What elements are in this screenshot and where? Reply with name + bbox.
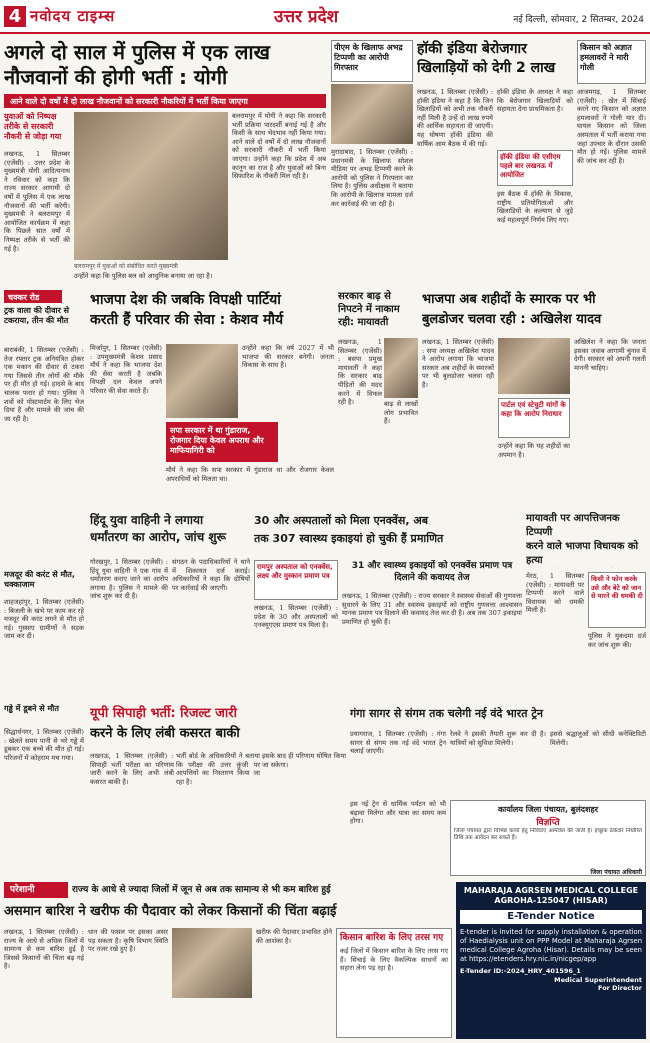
page-number: 4 [4,6,26,27]
lead-photo-caption: बलरामपुर में युवाओं को संबोधित करते मुख्यमंत्री [74,263,178,270]
mayawati2-body-2: पुलिस ने मुकदमा दर्ज कर जांच शुरू की। [588,632,646,649]
mayawati-body-2: बाढ़ से लाखों लोग प्रभावित हैं। [384,400,418,426]
maurya-photo [166,344,238,418]
bulldozer-body-2: उन्होंने कहा कि यह शहीदों का अपमान है। [498,442,570,459]
lead-side-head: युवाओं को निष्पक्ष तरीके से सरकारी नौकरी से जोड़ा गया [4,112,62,141]
ad-tender: MAHARAJA AGRSEN MEDICAL COLLEGE AGROHA-125047 (HISAR) E-Tender Notice E-tender is invited for supply installation & operation of Haedialysis unit on PPP Model at Maharaja Agrsen medical College Agroha (Hisar). Details may be seen at https://etenders.hry.nic.in/nicgep/app E-Tender ID:-2024_HRY_401596_1 Medical Superintendent For Director [456,882,646,1039]
arrest-body: मुरादाबाद, 1 सितम्बर (एजेंसी) : प्रधानमंत्री के खिलाफ सोशल मीडिया पर अभद्र टिप्पणी करने के आरोपी को पुलिस ने गिरफ्तार कर लिया है। पुलिस अधीक्षक ने बताया कि आरोपी के खिलाफ मामला दर्ज कर कार्रवाई की जा रही है। [331,148,413,208]
ganga-headline: गंगा सागर से संगम तक चलेगी नई वंदे भारत ट्रेन [350,707,543,720]
mazdoor-body: शाहजहांपुर, 1 सितम्बर (एजेंसी) : बिजली के खंभे पर काम कर रहे मजदूर की करंट लगने से मौत हो गई। गुस्साए ग्रामीणों ने सड़क जाम कर दी। [4,598,84,641]
bulldozer-inset: पार्टल एवं स्टेचुटी मांगों के कहा कि आरोप निराधार [498,398,570,438]
section-title: उत्तर प्रदेश [274,7,339,27]
hindu-body-1: गोरखपुर, 1 सितम्बर (एजेंसी) : हिंदू युवा वाहिनी ने एक गांव में धर्मांतरण कराए जाने का आरोप लगाया है। पुलिस ने मामले की जांच शुरू कर दी है। [90,558,168,601]
ganga-body-4: इस नई ट्रेन से धार्मिक पर्यटन को भी बढ़ावा मिलेगा और यात्रा का समय कम होगा। [350,800,446,826]
rain-photo [172,928,252,998]
lead-body-3: उन्होंने कहा कि पुलिस बल को आधुनिक बनाया जा रहा है। [74,272,213,280]
ganga-body-1: प्रयागराज, 1 सितम्बर (एजेंसी) : गंगा सागर से संगम तक नई वंदे भारत ट्रेन चलाई जाएगी। [350,730,446,756]
bulldozer-body-3: अखिलेश ने कहा कि जनता इसका जवाब आगामी चुनाव में देगी। सरकार को अपनी गलती माननी चाहिए। [574,338,646,372]
arrest-story: पीएम के खिलाफ अभद्र टिप्पणी का आरोपी गिरफ्तार [331,40,413,82]
mayawati2-body-1: मेरठ, 1 सितम्बर (एजेंसी) : मायावती पर टिप्पणी करने वाले विधायक को धमकी मिली है। [526,572,584,615]
mayawati2-inset: किसी ने फोन करके उसे और बेटे को जान से मारने की धमकी दी [588,572,646,628]
bulldozer-body-1: लखनऊ, 1 सितम्बर (एजेंसी) : सपा अध्यक्ष अखिलेश यादव ने आरोप लगाया कि भाजपा सरकार अब शहीदों के स्मारकों पर भी बुलडोजर चलवा रही है। [422,338,494,389]
lead-body-1: लखनऊ, 1 सितम्बर (एजेंसी) : उत्तर प्रदेश के मुख्यमंत्री योगी आदित्यनाथ ने रविवार को कहा कि राज्य सरकार आगामी दो वर्षों में पुलिस में एक लाख नौजवानों की भर्ती करेगी। मुख्यमंत्री ने बलरामपुर में आयोजित कार्यक्रम में कहा कि पिछले सात वर्षों में निष्पक्ष तरीके से भर्ती की गई है। [4,150,70,253]
nqas-body-1: लखनऊ, 1 सितम्बर (एजेंसी) : प्रदेश के 30 और अस्पतालों को एनक्यूएएस प्रमाण पत्र मिला है। [254,604,338,630]
mayawati-headline: सरकार बाढ़ से निपटने में नाकाम रही: मायावती [338,291,400,328]
farmer-body: आजमगढ़, 1 सितम्बर (एजेंसी) : खेत में सिंचाई करने गए किसान को अज्ञात हमलावरों ने गोली मार दी। घायल किसान को जिला अस्पताल में भर्ती कराया गया जहां उपचार के दौरान उसकी मौत हो गई। पुलिस मामले की जांच कर रही है। [577,88,646,165]
bulldozer-photo [498,338,570,394]
maurya-body-3: मौर्य ने कहा कि सपा सरकार में गुंडाराज था और रोजगार केवल अपराधियों को मिलता था। [166,466,334,483]
pareshani-label: परेशानी [4,882,68,898]
maurya-headline: भाजपा देश की जबकि विपक्षी पार्टियां करती हैं परिवार की सेवा : केशव मौर्य [90,292,284,328]
lead-subhead: आने वाले दो वर्षों में दो लाख नौजवानों को सरकारी नौकरियों में भर्ती किया जाएगा [4,94,326,108]
sipahi-body-2: भर्ती बोर्ड के अधिकारियों ने बताया कि परीक्षा की उत्तर कुंजी पर आपत्तियों का निस्तारण किया जा रहा है। [176,752,260,786]
ganga-body-3: इससे श्रद्धालुओं को सीधी कनेक्टिविटी मिलेगी। [550,730,646,747]
arrest-photo [331,84,413,144]
pareshani-ticker: राज्य के आधे से ज्यादा जिलों में जून से अब तक सामान्य से भी कम बारिश हुई [72,885,331,895]
nqas-sub: 31 और स्वास्थ्य इकाइयों को एनक्वेंस प्रमाण पत्र दिलाने की कवायद तेज [351,561,513,583]
chakra-label: चक्कर रोड [4,290,62,303]
hockey-body-2: हॉकी इंडिया के अध्यक्ष ने कहा कि बेरोजगार खिलाड़ियों को सहायता देना प्राथमिकता है। [497,88,573,114]
gaddhe-headline: गड्ढे में डूबने से मौत [4,704,59,713]
lead-body-2: बलरामपुर में योगी ने कहा कि सरकारी भर्ती प्रक्रिया पारदर्शी बनाई गई है और किसी के साथ भेदभाव नहीं किया गया। आने वाले दो वर्षों में दो लाख नौजवानों को सरकारी नौकरी में भर्ती किया जाएगा। उन्होंने कहा कि प्रदेश में अब कानून का राज है और युवाओं को बिना सिफारिश के नौकरी मिल रही है। [232,112,326,181]
chakra-body: बाराबंकी, 1 सितम्बर (एजेंसी) : तेज रफ्तार ट्रक अनियंत्रित होकर एक मकान की दीवार से टकरा गया जिससे तीन लोगों की मौके पर ही मौत हो गई। हादसे के बाद चालक फरार हो गया। पुलिस ने शवों को पोस्टमार्टम के लिए भेज दिया है और मामले की जांच की जा रही है। [4,346,84,423]
bulldozer-headline: भाजपा अब शहीदों के स्मारक पर भी बुलडोजर चलवा रही : अखिलेश यादव [422,292,602,327]
hockey-headline: हॉकी इंडिया बेरोजगार खिलाड़ियों को देगी 2 लाख [417,41,556,76]
mayawati-body-1: लखनऊ, 1 सितम्बर (एजेंसी) : बसपा प्रमुख मायावती ने कहा कि सरकार बाढ़ पीड़ितों की मदद करने में विफल रही है। [338,338,382,407]
sipahi-body-1: लखनऊ, 1 सितम्बर (एजेंसी) : सिपाही भर्ती परीक्षा का परिणाम जारी करने के लिए अभी लंबी कसरत बाकी है। [90,752,174,786]
tender-note: कार्यालय जिला पंचायत, बुलंदशहर विज्ञप्ति जिला पंचायत द्वारा विभिन्न कार्यों हेतु निविदाएं आमंत्रित की जाती हैं। इच्छुक ठेकेदार निर्धारित तिथि तक आवेदन कर सकते हैं। जिला पंचायत अधिकारी [450,800,646,876]
mayawati-photo [384,338,418,398]
maurya-body-2: उन्होंने कहा कि वर्ष 2027 में भी भाजपा की सरकार बनेगी। जनता विकास के साथ है। [242,344,334,370]
nqas-headline: 30 और अस्पतालों को मिला एनक्वेंस, अब तक 307 स्वास्थ्य इकाइयां हो चुकी हैं प्रमाणित [254,514,444,545]
hindu-headline: हिंदू युवा वाहिनी ने लगाया धर्मांतरण का आरोप, जांच शुरू [90,513,226,544]
rain-body-2: धान की फसल पर इसका असर पड़ सकता है। कृषि विभाग स्थिति पर नजर रखे हुए है। [88,928,168,954]
nqas-body-2: लखनऊ, 1 सितम्बर (एजेंसी) : राज्य सरकार ने स्वास्थ्य सेवाओं की गुणवत्ता सुधारने के लिए 31 और स्वास्थ्य इकाइयों को राष्ट्रीय गुणवत्ता आश्वासन मानक प्रमाण पत्र दिलाने की कवायद तेज कर दी है। अब तक 307 इकाइयां प्रमाणित हो चुकी हैं। [342,592,522,626]
lead-headline: अगले दो साल में पुलिस में एक लाख नौजवानों की होगी भर्ती : योगी [4,40,270,89]
farmer-story: किसान को अज्ञात हमलावरों ने मारी गोली [577,40,646,84]
hockey-body-1: लखनऊ, 1 सितम्बर (एजेंसी) : हॉकी इंडिया ने कहा है कि जिन खिलाड़ियों को अभी तक नौकरी नहीं मिली है उन्हें दो लाख रुपये की आर्थिक सहायता दी जाएगी। यह घोषणा हॉकी इंडिया की वार्षिक आम बैठक में की गई। [417,88,493,148]
dateline: नई दिल्ली, सोमवार, 2 सितम्बर, 2024 [513,15,644,25]
paper-name: नवोदय टाइम्स [30,7,116,25]
masthead [0,0,650,34]
maurya-quote: सपा सरकार में था गुंडाराज, रोजगार दिया केवल अपराध और माफियागिरी को [166,422,278,462]
mayawati2-headline: मायावती पर आपत्तिजनक टिप्पणी करने वाले भाजपा विधायक को हत्या [526,513,639,566]
rain-side: किसान बारिश के लिए तरस गए कई जिलों में किसान बारिश के लिए तरस गए हैं। सिंचाई के लिए वैकल्पिक साधनों का सहारा लेना पड़ रहा है। [336,928,452,1038]
chakra-headline: ट्रक वाला की दीवार से टकराया, तीन की मौत [4,306,70,325]
ganga-body-2: रेलवे ने इसकी तैयारी शुरू कर दी है। यात्रियों को सुविधा मिलेगी। [450,730,546,747]
hindu-body-2: संगठन के पदाधिकारियों ने थाने में शिकायत दर्ज कराई। अधिकारियों ने कहा कि दोषियों पर कार्रवाई की जाएगी। [172,558,250,592]
nqas-inset: रामपुर अस्पताल को एनक्वेंस, लक्ष्य और मुस्कान प्रमाण पत्र [254,560,338,600]
gaddhe-body: सिद्धार्थनगर, 1 सितम्बर (एजेंसी) : खेलते समय पानी से भरे गड्ढे में डूबकर एक बच्चे की मौत हो गई। परिजनों में कोहराम मच गया। [4,728,84,762]
rain-headline: असमान बारिश ने खरीफ की पैदावार को लेकर किसानों की चिंता बढ़ाई [4,904,337,919]
maurya-body-1: मिर्जापुर, 1 सितम्बर (एजेंसी) : उपमुख्यमंत्री केशव प्रसाद मौर्य ने कहा कि भाजपा देश की सेवा करती है जबकि विपक्षी दल केवल अपने परिवार की सेवा करते हैं। [90,344,162,395]
lead-photo [74,112,228,260]
rain-body-3: खरीफ की पैदावार प्रभावित होने की आशंका है। [256,928,332,945]
sipahi-body-3: इसके बाद ही परिणाम घोषित किया जा सकेगा। [262,752,346,769]
hockey-inset: हॉकी इंडिया की एसीएम पहले बार लखनऊ में आयोजित [497,150,573,186]
sipahi-headline: यूपी सिपाही भर्ती: रिजल्ट जारी करने के लिए लंबी कसरत बाकी [90,706,240,741]
hockey-body-3: इस बैठक में हॉकी के विकास, राष्ट्रीय प्रतियोगिताओं और खिलाड़ियों के कल्याण से जुड़े कई महत्वपूर्ण निर्णय लिए गए। [497,190,573,224]
mazdoor-headline: मजदूर की करंट से मौत, चक्काजाम [4,570,75,589]
rain-body-1: लखनऊ, 1 सितम्बर (एजेंसी) : राज्य के आधे से अधिक जिलों में सामान्य से कम बारिश हुई है जिससे किसानों की चिंता बढ़ गई है। [4,928,84,971]
